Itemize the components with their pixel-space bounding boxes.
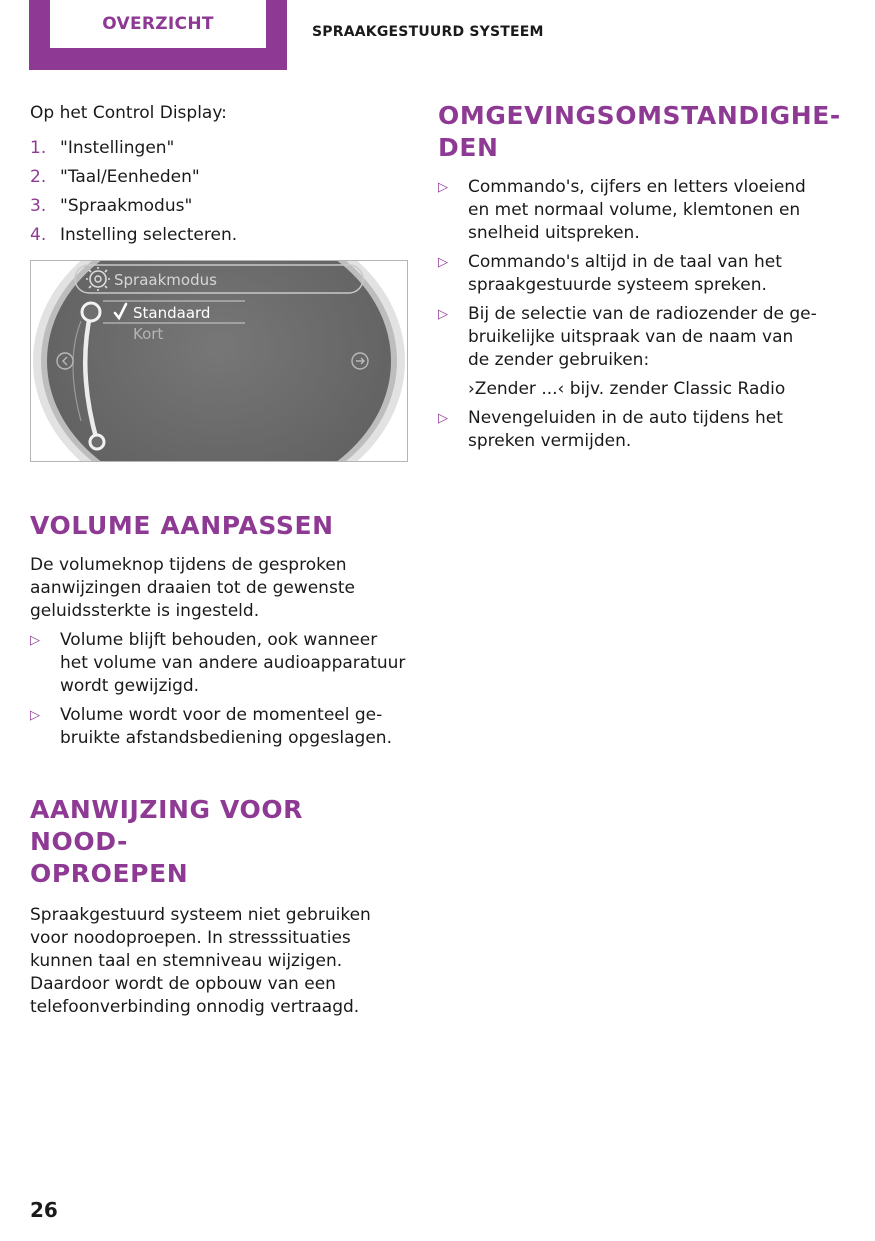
list-item [438, 176, 818, 245]
tab-overzicht[interactable]: OVERZICHT [50, 0, 266, 48]
volume-bullets [30, 629, 408, 750]
triangle-bullet-icon: ▷ [438, 307, 448, 322]
emergency-section [30, 794, 408, 1019]
environment-bullets [438, 176, 818, 372]
list-item [438, 251, 818, 297]
right-column [438, 100, 841, 459]
control-display-screenshot [30, 260, 408, 462]
triangle-bullet-icon: ▷ [30, 708, 40, 723]
section-title: SPRAAKGESTUURD SYSTEEM [312, 24, 544, 40]
list-item [438, 407, 818, 453]
emergency-body: Spraakgestuurd systeem niet gebruiken voor noodoproepen. In stresssituaties kunnen taal en stemniveau wijzigen. Daardoor wordt de opbouw van een telefoonverbinding onnodig vertraagd. [30, 905, 371, 1017]
step-number: 1. [30, 138, 47, 158]
bullet-text: Bij de selectie van de radiozender de gebruikelijke uitspraak van de naam van de zender gebruiken: [468, 304, 817, 370]
option-kort[interactable]: Kort [133, 325, 164, 343]
volume-heading: VOLUME AANPASSEN [30, 511, 334, 540]
track-end-knob [90, 435, 104, 449]
screen-graphic [31, 261, 407, 461]
page-number: 26 [30, 1198, 58, 1222]
bullet-text: Commando's, cijfers en letters vloeiend en met normaal volume, klemtonen en snelheid uitspreken. [468, 177, 806, 243]
bullet-text: Volume blijft behouden, ook wanneer het volume van andere audioapparatuur wordt gewijzigd. [60, 630, 406, 696]
list-item [30, 137, 408, 160]
list-item [30, 195, 408, 218]
menu-title: Spraakmodus [114, 271, 217, 289]
steps-list [30, 137, 408, 247]
step-text: Instelling selecteren. [60, 225, 238, 245]
triangle-bullet-icon: ▷ [438, 255, 448, 270]
step-number: 2. [30, 167, 47, 187]
list-item [30, 704, 408, 750]
step-number: 3. [30, 196, 47, 216]
volume-body: De volumeknop tijdens de gesproken aanwijzingen draaien tot de gewenste geluidssterkte is ingesteld. [30, 555, 355, 621]
step-text: "Spraakmodus" [60, 196, 193, 216]
list-item [30, 629, 408, 698]
bullet-text: Nevengeluiden in de auto tijdens het spreken vermijden. [468, 408, 783, 451]
example-text: ›Zender ...‹ bijv. zender Classic Radio [468, 379, 786, 399]
triangle-bullet-icon: ▷ [438, 180, 448, 195]
emergency-heading-line1: AANWIJZING VOOR NOOD- [30, 795, 304, 856]
step-text: "Taal/Eenheden" [60, 167, 200, 187]
triangle-bullet-icon: ▷ [438, 411, 448, 426]
left-column [30, 100, 408, 1017]
environment-heading-line2: DEN [438, 133, 499, 162]
list-item [438, 303, 818, 372]
emergency-heading-line2: OPROEPEN [30, 859, 189, 888]
list-item [30, 166, 408, 189]
list-item [30, 224, 408, 247]
intro-text: Op het Control Display: [30, 103, 227, 123]
header-tab-bar [29, 0, 287, 70]
step-text: "Instellingen" [60, 138, 175, 158]
option-standaard[interactable]: Standaard [133, 304, 211, 322]
environment-bullets-last [438, 407, 818, 453]
environment-heading-line1: OMGEVINGSOMSTANDIGHE- [438, 101, 841, 130]
triangle-bullet-icon: ▷ [30, 633, 40, 648]
volume-section [30, 510, 408, 756]
bullet-text: Volume wordt voor de momenteel gebruikte afstandsbediening opgeslagen. [60, 705, 392, 748]
bullet-text: Commando's altijd in de taal van het spraakgestuurde systeem spreken. [468, 252, 782, 295]
selection-knob[interactable] [82, 303, 100, 321]
step-number: 4. [30, 225, 47, 245]
